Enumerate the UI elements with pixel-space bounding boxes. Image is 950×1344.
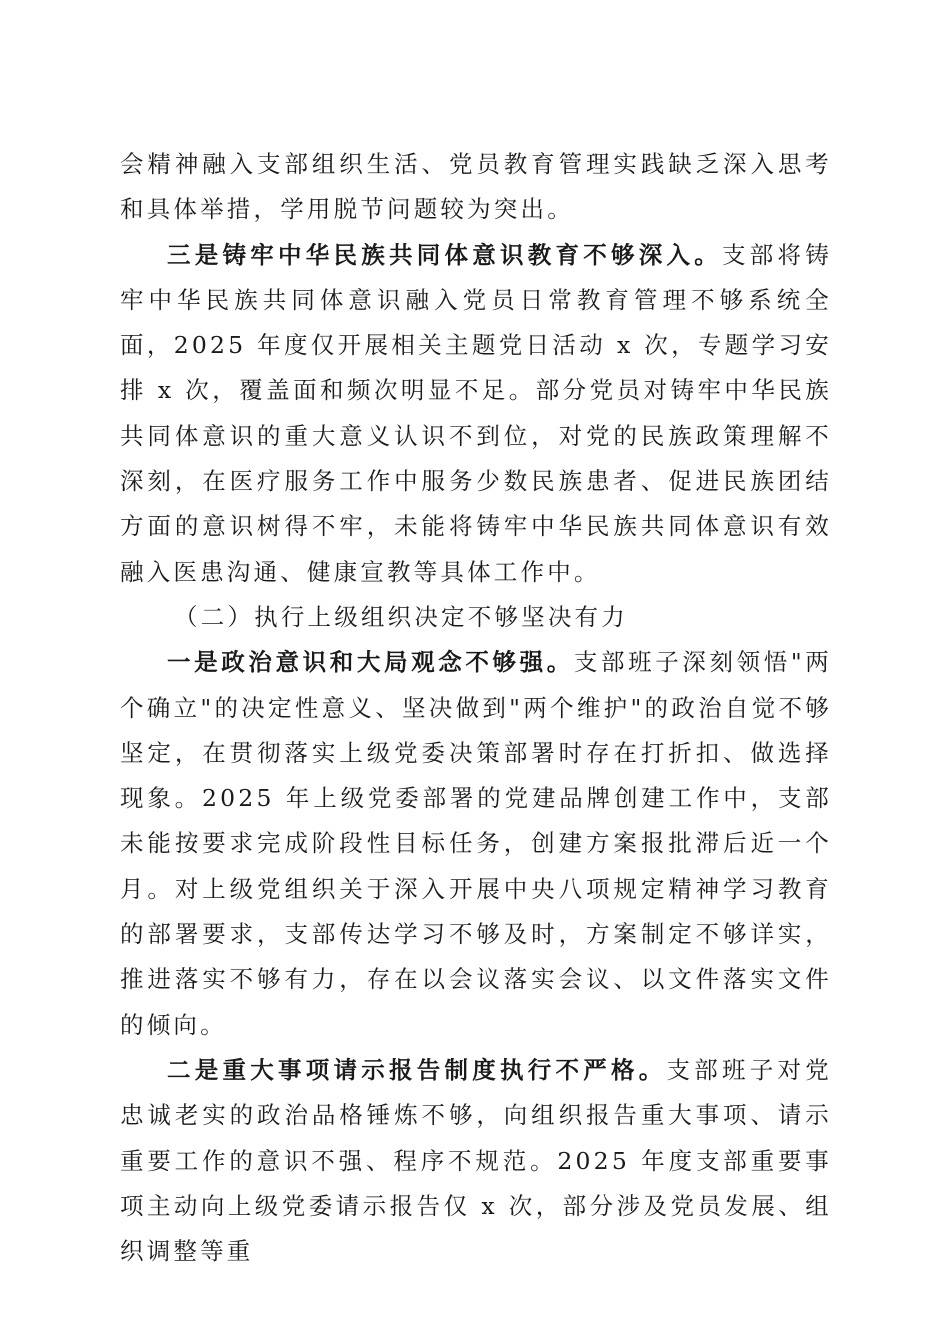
- paragraph-text: 会精神融入支部组织生活、党员教育管理实践缺乏深入思考和具体举措，学用脱节问题较为突出。: [120, 150, 832, 224]
- section-heading: [120, 595, 832, 640]
- paragraph-point-two: [120, 1048, 832, 1274]
- paragraph-text: 支部班子深刻领悟"两个确立"的决定性意义、坚决做到"两个维护"的政治自觉不够坚定，在贯彻落实上级党委决策部署时存在打折扣、做选择现象。2025 年上级党委部署的党建品牌创建工作中，支部未能按要求完成阶段性目标任务，创建方案报批滞后近一个月。对上级党组织关于深入开展中央八项规定精神学习教育的部署要求，支部传达学习不够及时，方案制定不够详实，推进落实不够有力，存在以会议落实会议、以文件落实文件的倾向。: [120, 648, 833, 1039]
- paragraph-lead: 二是重大事项请示报告制度执行不严格。: [167, 1055, 667, 1084]
- paragraph-text: 支部班子对党忠诚老实的政治品格锤炼不够，向组织报告重大事项、请示重要工作的意识不强、程序不规范。2025 年度支部重要事项主动向上级党委请示报告仅 x 次，部分涉及党员发展、组织调整等重: [120, 1055, 832, 1266]
- paragraph-lead: 三是铸牢中华民族共同体意识教育不够深入。: [167, 240, 723, 269]
- paragraph-lead: 一是政治意识和大局观念不够强。: [167, 648, 574, 677]
- document-body: [120, 142, 832, 1274]
- section-heading-text: （二）执行上级组织决定不够坚决有力: [174, 602, 628, 631]
- paragraph-text: 支部将铸牢中华民族共同体意识融入党员日常教育管理不够系统全面，2025 年度仅开展相关主题党日活动 x 次，专题学习安排 x 次，覆盖面和频次明显不足。部分党员对铸牢中华民族共同体意识的重大意义认识不到位，对党的民族政策理解不深刻，在医疗服务工作中服务少数民族患者、促进民族团结方面的意识树得不牢，未能将铸牢中华民族共同体意识有效融入医患沟通、健康宣教等具体工作中。: [120, 240, 833, 586]
- paragraph-point-three: [120, 233, 832, 595]
- paragraph-continuation: [120, 142, 832, 233]
- paragraph-point-one: [120, 640, 832, 1048]
